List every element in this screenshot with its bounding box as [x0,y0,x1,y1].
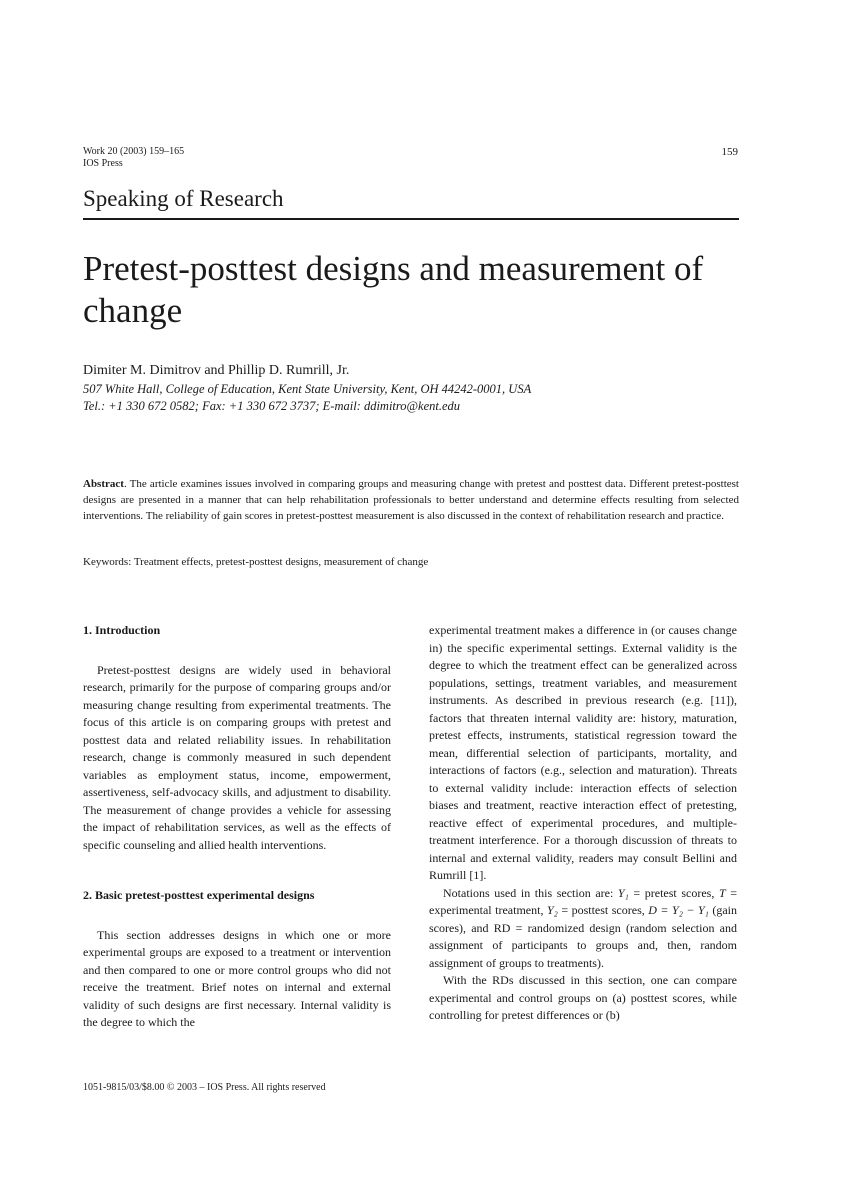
introduction-heading: 1. Introduction [83,623,161,637]
abstract-label: Abstract [83,478,124,490]
abstract [83,476,739,524]
rd-paragraph: With the RDs discussed in this section, one can compare experimental and control groups on (a) posttest scores, while controlling for pretest differences or (b) [429,973,737,1022]
keywords: Keywords: Treatment effects, pretest-posttest designs, measurement of change [83,556,429,568]
authors: Dimiter M. Dimitrov and Phillip D. Rumrill, Jr. [83,363,350,378]
abstract-text: . The article examines issues involved in comparing groups and measuring change with pretest and posttest data. Different pretest-posttest designs are presented in a manner that can help rehabilitation professionals to better understand and determine effects resulting from selected interventions. The reliability of gain scores in pretest-posttest measurement is also discussed in the context of rehabilitation research and practice. [83,478,739,522]
notation-paragraph [429,885,737,973]
left-column [83,622,391,1032]
t-symbol: T [718,885,726,900]
journal-info [83,146,184,170]
footer-copyright: 1051-9815/03/$8.00 © 2003 – IOS Press. All rights reserved [83,1082,326,1093]
page-number: 159 [721,146,738,158]
contact-info: Tel.: +1 330 672 0582; Fax: +1 330 672 3737; E-mail: ddimitro@kent.edu [83,399,461,413]
affiliation: 507 White Hall, College of Education, Kent State University, Kent, OH 44242-0001, USA [83,382,532,396]
y1-definition: = pretest scores, [628,885,719,900]
gain-formula: D = Y₂ − Y₁ [648,903,709,917]
right-column [429,622,737,1025]
journal-citation: Work 20 (2003) 159–165 [83,146,185,157]
designs-paragraph: This section addresses designs in which one or more experimental groups are exposed to a treatment or intervention and then compared to one or more control groups who did not receive the treatment. Brief notes on internal and external validity of such designs are first necessary. Internal validity is the degree to which the [83,927,391,1029]
y2-definition: = posttest scores, [557,903,649,917]
notation-intro: Notations used in this section are: [443,885,618,900]
publisher-name: IOS Press [83,158,123,169]
y1-symbol: Y₁ [617,885,629,900]
article-title: Pretest-posttest designs and measurement of change [83,249,704,330]
section-heading: Speaking of Research [83,186,284,211]
t-definition: = experimental treatment, [429,885,737,917]
gain-definition: (gain scores), and RD = randomized design (random selection and assignment of participants to groups and, then, random assignment of groups to treatments). [429,903,737,970]
validity-paragraph: experimental treatment makes a difference in (or causes change in) the specific experimental settings. External validity is the degree to which the treatment effect can be generalized across populations, settings, treatment variables, and measurement instruments. As described in previous research (e.g. [11]), factors that threaten internal validity are: history, maturation, pretest effects, instruments, statistical regression toward the mean, differential selection of participants, mortality, and interactions of factors (e.g., selection and maturation). Threats to external validity include: interaction effects of selection biases and treatment, reactive interaction effect of pretesting, reactive effect of experimental procedures, and multiple-treatment interference. For a thorough discussion of threats to internal and external validity, readers may consult Bellini and Rumrill [1]. [429,623,737,882]
designs-heading: 2. Basic pretest-posttest experimental designs [83,888,315,902]
y2-symbol: Y₂ [546,903,558,917]
header-rule [83,218,739,220]
introduction-paragraph: Pretest-posttest designs are widely used in behavioral research, primarily for the purpose of comparing groups and/or measuring change resulting from experimental treatments. The focus of this article is on comparing groups with pretest and posttest data and related reliability issues. In rehabilitation research, change is commonly measured in such dependent variables as employment status, income, empowerment, assertiveness, self-advocacy skills, and adjustment to disability. The measurement of change provides a vehicle for assessing the impact of rehabilitation services, as well as the effects of specific counseling and allied health interventions. [83,662,391,852]
